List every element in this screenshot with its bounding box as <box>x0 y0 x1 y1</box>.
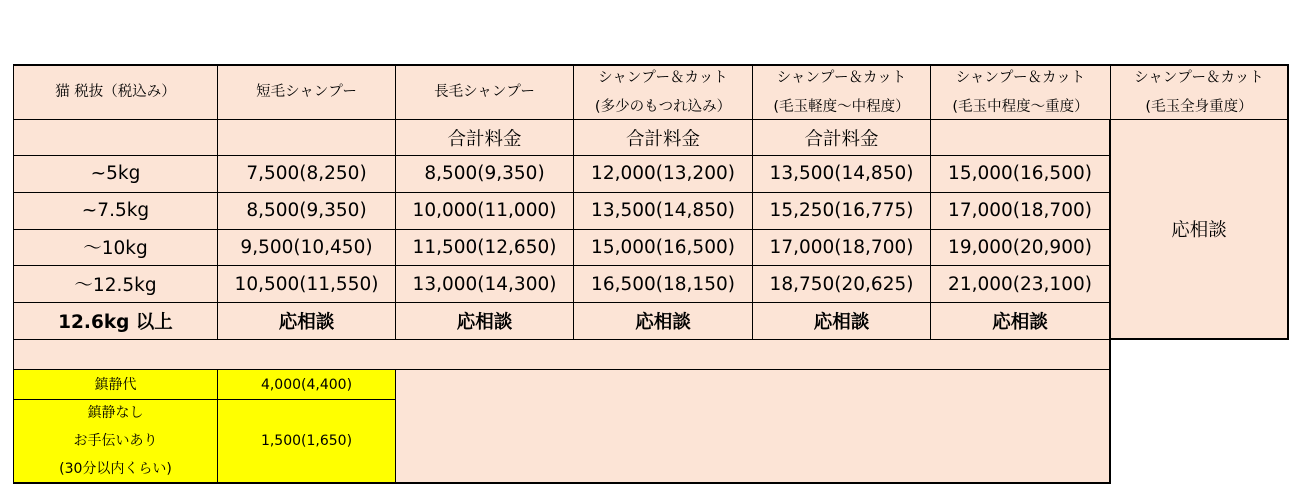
header-shampoo-cut-mild-line2: (毛玉軽度～中程度） <box>773 98 910 115</box>
header-long-hair-shampoo <box>396 64 574 120</box>
price-cell-text: ~5kg <box>90 163 141 185</box>
price-cell-text: 18,750(20,625) <box>769 273 914 295</box>
no-sedation-label-cell <box>13 400 218 484</box>
sedation-label: 鎮静代 <box>94 376 137 393</box>
price-cell-text: 7,500(8,250) <box>246 163 367 185</box>
header-shampoo-cut-moderate-line2: (毛玉中程度～重度） <box>952 98 1089 115</box>
price-cell-text: 16,500(18,150) <box>591 273 735 295</box>
severe-merged-consult <box>1111 120 1289 340</box>
sedation-price-cell <box>218 370 396 400</box>
subheader-total-price-4 <box>753 120 931 156</box>
price-cell-r2-weight <box>13 230 218 267</box>
header-shampoo-cut-moderate-line1: シャンプー＆カット <box>955 69 1086 86</box>
price-cell-r3-c1 <box>218 266 396 303</box>
spacer-row-left <box>13 340 396 370</box>
no-sedation-price: 1,500(1,650) <box>260 433 353 449</box>
price-cell-r4-c3 <box>574 303 753 340</box>
price-cell-r2-c4 <box>753 230 931 267</box>
no-sedation-price-cell <box>218 400 396 484</box>
price-cell-text: 21,000(23,100) <box>948 273 1092 295</box>
price-cell-r1-c2 <box>396 193 574 230</box>
subheader-total-price-4-text: 合計料金 <box>804 128 879 150</box>
price-cell-text: 10,500(11,550) <box>234 273 379 295</box>
price-cell-r2-c2 <box>396 230 574 267</box>
price-cell-text: 12.6kg 以上 <box>58 312 173 334</box>
price-cell-text: 応相談 <box>813 312 870 334</box>
price-cell-r4-weight <box>13 303 218 340</box>
price-cell-r1-c4 <box>753 193 931 230</box>
severe-merged-consult-text: 応相談 <box>1171 220 1227 241</box>
header-weight-tax-text: 猫 税抜（税込み） <box>55 84 176 100</box>
price-cell-text: 13,500(14,850) <box>591 200 735 222</box>
price-cell-text: 15,000(16,500) <box>948 163 1092 185</box>
no-sedation-label-line3: (30分以内くらい) <box>59 461 172 477</box>
price-cell-text: 10,000(11,000) <box>412 200 557 222</box>
price-cell-text: 17,000(18,700) <box>769 236 914 258</box>
price-cell-r2-c1 <box>218 230 396 267</box>
sedation-price: 4,000(4,400) <box>260 376 353 393</box>
sedation-label-cell <box>13 370 218 400</box>
price-cell-r0-c4 <box>753 156 931 193</box>
price-cell-r4-c5 <box>931 303 1111 340</box>
price-cell-text: 17,000(18,700) <box>948 200 1092 222</box>
price-cell-text: 13,500(14,850) <box>769 163 914 185</box>
header-shampoo-cut-severe-line2: (毛玉全身重度） <box>1145 98 1253 115</box>
subheader-total-price-3-text: 合計料金 <box>625 128 700 150</box>
price-cell-r4-c4 <box>753 303 931 340</box>
price-cell-r1-weight <box>13 193 218 230</box>
price-cell-text: ～10kg <box>83 238 148 260</box>
price-cell-r0-c2 <box>396 156 574 193</box>
price-cell-text: 8,500(9,350) <box>246 200 367 222</box>
price-cell-r2-c3 <box>574 230 753 267</box>
header-shampoo-cut-severe-line1: シャンプー＆カット <box>1134 69 1264 86</box>
price-cell-text: 応相談 <box>278 312 335 334</box>
subheader-total-price-3 <box>574 120 753 156</box>
header-shampoo-cut-moderate <box>931 64 1111 120</box>
price-cell-text: 12,000(13,200) <box>591 163 735 185</box>
header-shampoo-cut-mild-line1: シャンプー＆カット <box>776 69 907 86</box>
price-cell-text: 応相談 <box>456 312 513 334</box>
spacer-row-right <box>396 340 1111 370</box>
header-short-hair-shampoo <box>218 64 396 120</box>
price-cell-r2-c5 <box>931 230 1111 267</box>
price-cell-r0-c3 <box>574 156 753 193</box>
subheader-empty-1 <box>218 120 396 156</box>
price-cell-r3-c2 <box>396 266 574 303</box>
price-cell-text: 11,500(12,650) <box>412 236 557 258</box>
no-sedation-label-line2: お手伝いあり <box>73 433 158 449</box>
price-cell-r3-c3 <box>574 266 753 303</box>
price-cell-r3-c5 <box>931 266 1111 303</box>
header-shampoo-cut-light-line2: (多少のもつれ込み） <box>594 98 732 115</box>
price-cell-text: 13,000(14,300) <box>412 273 557 295</box>
header-shampoo-cut-light <box>574 64 753 120</box>
price-cell-r0-weight <box>13 156 218 193</box>
subheader-empty-0 <box>13 120 218 156</box>
price-cell-r0-c5 <box>931 156 1111 193</box>
price-cell-r4-c2 <box>396 303 574 340</box>
price-cell-r3-c4 <box>753 266 931 303</box>
header-shampoo-cut-severe <box>1111 64 1289 120</box>
price-cell-text: 15,250(16,775) <box>769 200 914 222</box>
header-shampoo-cut-mild <box>753 64 931 120</box>
header-shampoo-cut-light-line1: シャンプー＆カット <box>598 69 728 86</box>
price-cell-text: 9,500(10,450) <box>240 236 373 258</box>
header-short-hair-shampoo-text: 短毛シャンプー <box>256 84 357 100</box>
price-cell-text: 応相談 <box>992 312 1048 334</box>
extras-empty-area <box>396 370 1111 484</box>
price-cell-r0-c1 <box>218 156 396 193</box>
price-cell-r1-c5 <box>931 193 1111 230</box>
no-sedation-label-line1: 鎮静なし <box>87 405 144 421</box>
price-cell-text: 15,000(16,500) <box>591 236 735 258</box>
price-cell-text: 19,000(20,900) <box>948 236 1092 258</box>
price-cell-r3-weight <box>13 266 218 303</box>
header-weight-tax <box>13 64 218 120</box>
price-cell-text: ～12.5kg <box>74 275 157 297</box>
subheader-total-price-2 <box>396 120 574 156</box>
price-cell-r4-c1 <box>218 303 396 340</box>
subheader-empty-5 <box>931 120 1111 156</box>
price-cell-text: ~7.5kg <box>81 200 150 222</box>
header-long-hair-shampoo-text: 長毛シャンプー <box>434 84 535 100</box>
price-cell-text: 8,500(9,350) <box>424 163 545 185</box>
price-cell-r1-c3 <box>574 193 753 230</box>
price-cell-text: 応相談 <box>635 312 691 334</box>
subheader-total-price-2-text: 合計料金 <box>447 128 522 150</box>
price-cell-r1-c1 <box>218 193 396 230</box>
